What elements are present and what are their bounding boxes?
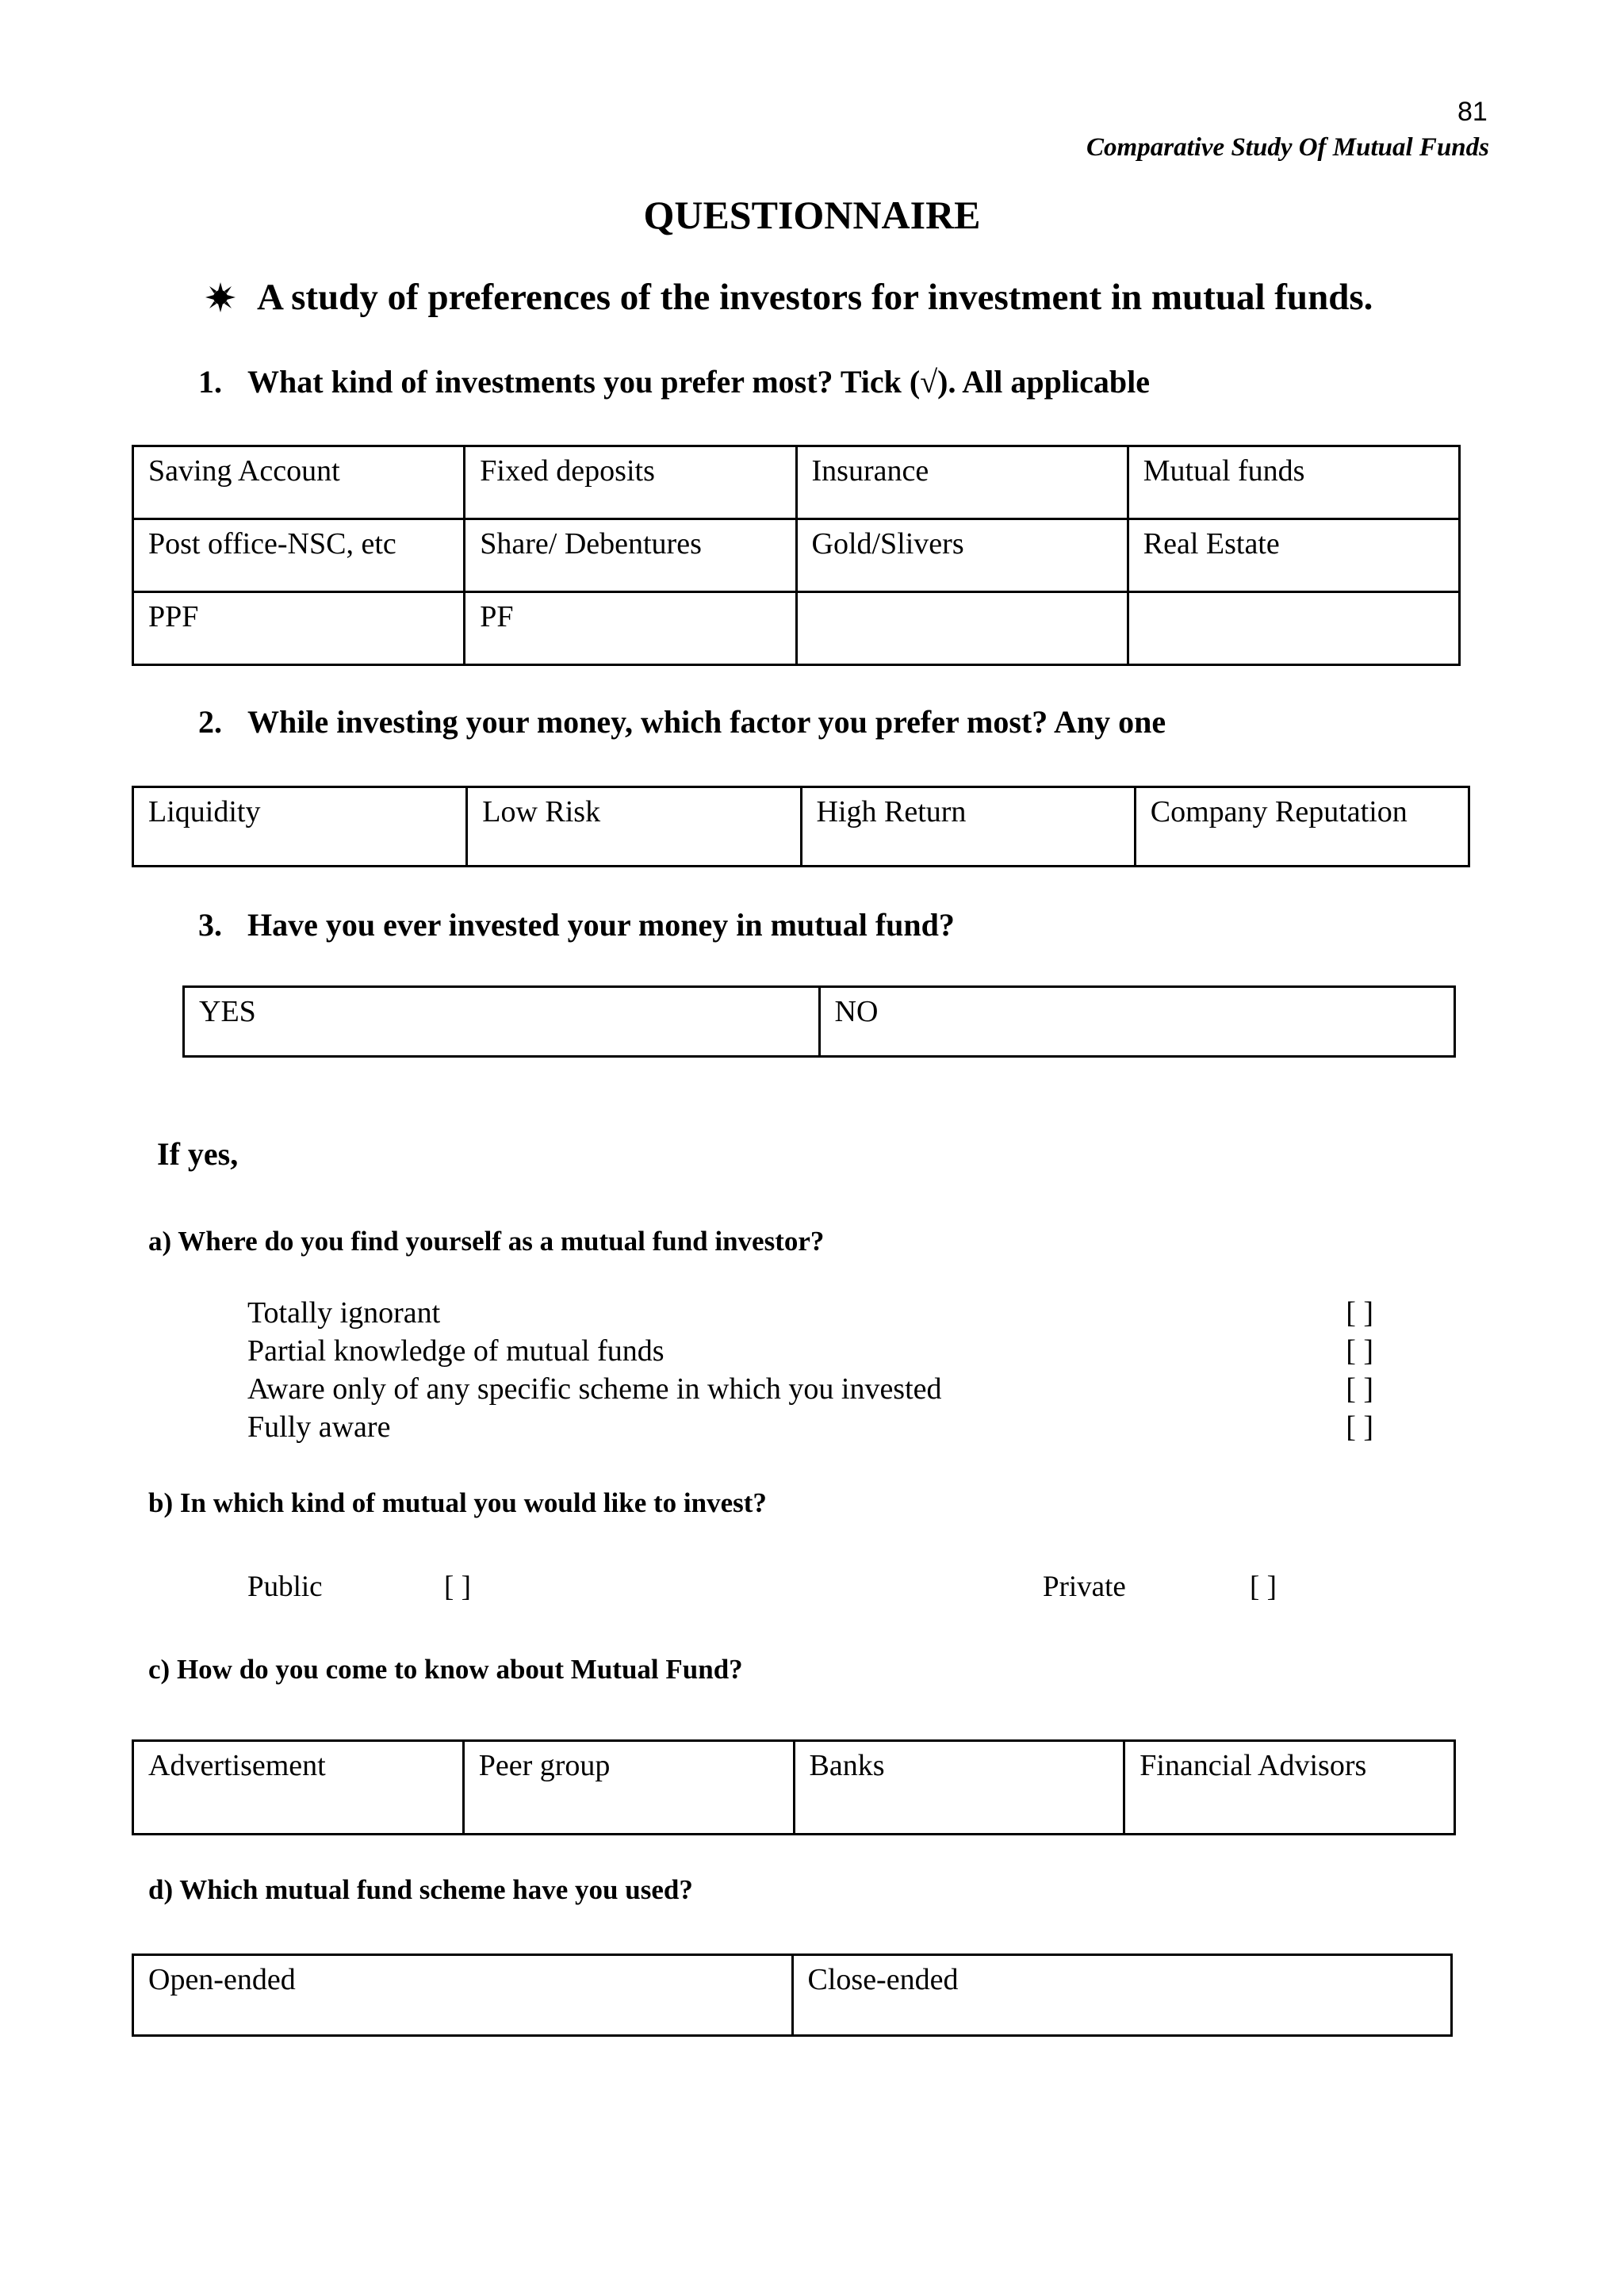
invested-yes-no-table: [182, 985, 1456, 1058]
q2-option[interactable]: Liquidity: [133, 787, 467, 867]
question-2-number: 2.: [198, 704, 222, 740]
sub-question-c: c) How do you come to know about Mutual Fund?: [148, 1654, 743, 1685]
question-2-text: While investing your money, which factor you prefer most? Any one: [247, 704, 1166, 740]
qa-option-text: Totally ignorant: [247, 1296, 441, 1330]
study-statement-text: A study of preferences of the investors for investment in mutual funds.: [257, 277, 1373, 318]
question-3-text: Have you ever invested your money in mutual fund?: [247, 907, 955, 943]
q1-cell[interactable]: Post office-NSC, etc: [133, 519, 465, 592]
qa-option-row[interactable]: [247, 1334, 1373, 1368]
investment-types-table: [132, 445, 1461, 666]
qa-option-text: Partial knowledge of mutual funds: [247, 1334, 665, 1368]
q2-option[interactable]: Low Risk: [467, 787, 801, 867]
qb-public-label: Public: [247, 1571, 323, 1603]
q1-cell[interactable]: Share/ Debentures: [465, 519, 796, 592]
qa-checkbox[interactable]: [ ]: [1346, 1296, 1373, 1330]
qa-option-row[interactable]: [247, 1295, 1373, 1330]
qa-option-row[interactable]: [247, 1410, 1373, 1445]
scheme-type-table: [132, 1954, 1453, 2037]
qc-option[interactable]: Financial Advisors: [1124, 1741, 1455, 1835]
qb-private-checkbox[interactable]: [ ]: [1250, 1571, 1277, 1603]
qc-option[interactable]: Banks: [794, 1741, 1124, 1835]
q1-cell-empty[interactable]: [1128, 592, 1459, 665]
q1-cell[interactable]: Mutual funds: [1128, 446, 1459, 519]
question-2: [198, 703, 1166, 740]
qd-option-close-ended[interactable]: Close-ended: [792, 1955, 1452, 2036]
investment-factor-table: [132, 786, 1470, 867]
study-statement: [205, 276, 1373, 319]
qc-option[interactable]: Advertisement: [133, 1741, 464, 1835]
q1-cell[interactable]: Real Estate: [1128, 519, 1459, 592]
running-header: Comparative Study Of Mutual Funds: [1086, 133, 1489, 162]
q1-cell[interactable]: Fixed deposits: [465, 446, 796, 519]
question-1: [198, 363, 1150, 400]
qb-public-checkbox[interactable]: [ ]: [444, 1571, 471, 1603]
page-title: QUESTIONNAIRE: [643, 193, 981, 237]
q2-option[interactable]: Company Reputation: [1135, 787, 1469, 867]
qa-option-text: Aware only of any specific scheme in which you invested: [247, 1372, 942, 1406]
burst-bullet-icon: [205, 281, 236, 313]
sub-question-d: d) Which mutual fund scheme have you used?: [148, 1874, 693, 1905]
q3-option-no[interactable]: NO: [819, 987, 1455, 1057]
question-1-text: What kind of investments you prefer most? Tick (√). All applicable: [247, 364, 1150, 400]
q3-option-yes[interactable]: YES: [184, 987, 820, 1057]
q1-cell[interactable]: Saving Account: [133, 446, 465, 519]
if-yes-label: If yes,: [157, 1136, 239, 1172]
q1-cell-empty[interactable]: [796, 592, 1128, 665]
qa-option-row[interactable]: [247, 1372, 1373, 1406]
q1-cell[interactable]: PPF: [133, 592, 465, 665]
qd-option-open-ended[interactable]: Open-ended: [133, 1955, 793, 2036]
q1-cell[interactable]: Gold/Slivers: [796, 519, 1128, 592]
question-3-number: 3.: [198, 907, 222, 943]
qc-option[interactable]: Peer group: [463, 1741, 794, 1835]
q2-option[interactable]: High Return: [801, 787, 1135, 867]
qa-checkbox[interactable]: [ ]: [1346, 1334, 1373, 1368]
qa-checkbox[interactable]: [ ]: [1346, 1410, 1373, 1444]
qb-private-label: Private: [1043, 1571, 1126, 1603]
qa-option-text: Fully aware: [247, 1410, 391, 1444]
question-1-number: 1.: [198, 364, 222, 400]
q1-cell[interactable]: PF: [465, 592, 796, 665]
q1-cell[interactable]: Insurance: [796, 446, 1128, 519]
sub-question-b: b) In which kind of mutual you would like to invest?: [148, 1487, 767, 1518]
sub-question-a: a) Where do you find yourself as a mutual fund investor?: [148, 1226, 825, 1257]
page-number: 81: [1457, 97, 1488, 127]
awareness-source-table: [132, 1739, 1456, 1835]
qa-checkbox[interactable]: [ ]: [1346, 1372, 1373, 1406]
question-3: [198, 906, 955, 943]
